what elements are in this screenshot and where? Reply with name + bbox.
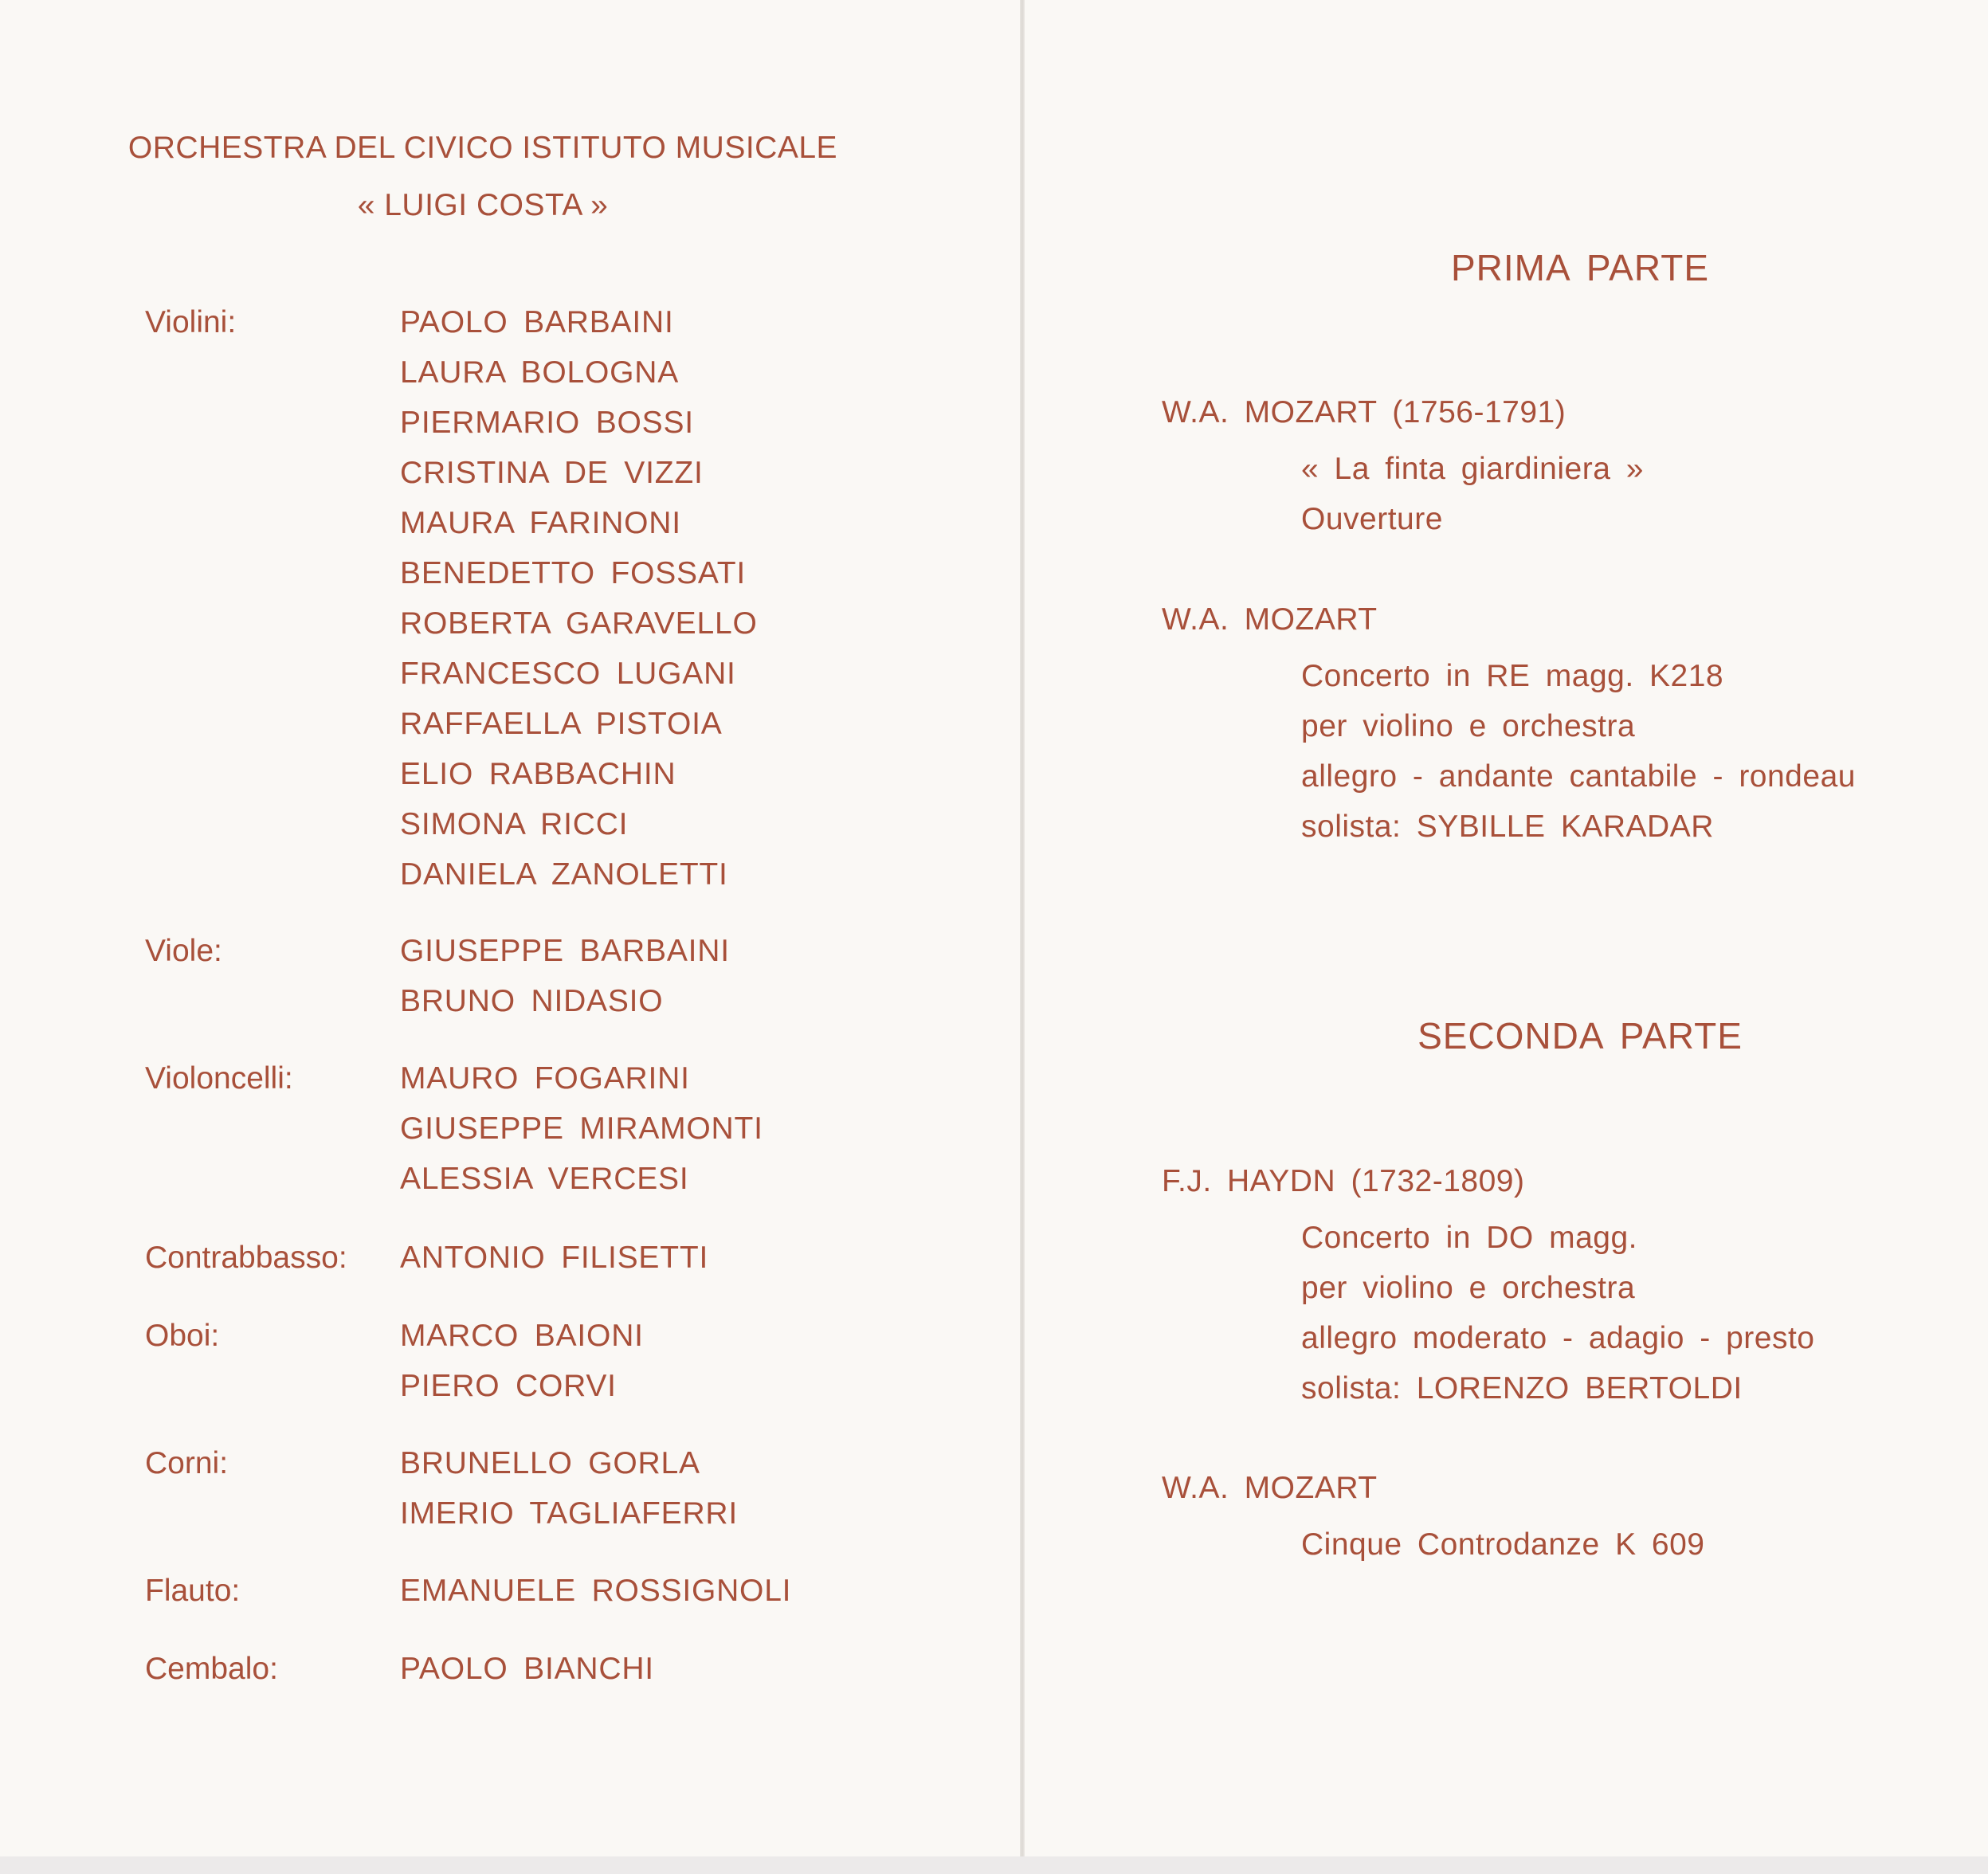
composer: W.A. MOZART (1756-1791) [1162, 395, 1566, 429]
piece-mozart-finta-giardiniera [1162, 387, 1959, 544]
piece-line: Cinque Controdanze K 609 [1301, 1527, 1705, 1562]
scan-bottom-edge [0, 1856, 1988, 1874]
member-name: GIUSEPPE BARBAINI [400, 934, 730, 968]
orchestra-name: ORCHESTRA DEL CIVICO ISTITUTO MUSICALE [127, 131, 838, 165]
member-name: DANIELA ZANOLETTI [400, 857, 728, 892]
member-list [400, 926, 730, 1026]
piece-line: Concerto in RE magg. K218 [1301, 659, 1724, 693]
member-name: EMANUELE ROSSIGNOLI [400, 1574, 792, 1608]
composer: W.A. MOZART [1162, 602, 1378, 637]
piece-line: per violino e orchestra [1301, 709, 1636, 743]
member-name: ROBERTA GARAVELLO [400, 606, 758, 641]
section-label: Violoncelli: [145, 1061, 293, 1096]
piece-mozart-concerto-k218 [1162, 594, 1959, 852]
member-list [400, 1311, 644, 1411]
piece-mozart-controdanze [1162, 1463, 1959, 1570]
piece-line: solista: SYBILLE KARADAR [1301, 810, 1714, 844]
member-name: ALESSIA VERCESI [400, 1162, 689, 1196]
piece-line: Ouverture [1301, 502, 1443, 536]
member-name: MAURO FOGARINI [400, 1061, 690, 1096]
composer: W.A. MOZART [1162, 1471, 1378, 1505]
member-list [400, 1053, 763, 1204]
member-name: ELIO RABBACHIN [400, 757, 676, 791]
orchestra-subtitle: « LUIGI COSTA » [357, 188, 609, 222]
member-name: IMERIO TAGLIAFERRI [400, 1496, 739, 1531]
member-list [400, 1644, 654, 1694]
member-name: GIUSEPPE MIRAMONTI [400, 1111, 763, 1146]
member-name: LAURA BOLOGNA [400, 355, 680, 390]
piece-line: allegro - andante cantabile - rondeau [1301, 759, 1856, 794]
member-name: SIMONA RICCI [400, 807, 629, 841]
section-label: Viole: [145, 934, 222, 968]
composer: F.J. HAYDN (1732-1809) [1162, 1164, 1525, 1198]
member-name: CRISTINA DE VIZZI [400, 456, 704, 490]
member-name: BRUNELLO GORLA [400, 1446, 700, 1480]
member-list [400, 1566, 791, 1616]
member-name: PIERMARIO BOSSI [400, 406, 694, 440]
piece-line: « La finta giardiniera » [1301, 452, 1644, 486]
piece-line: allegro moderato - adagio - presto [1301, 1321, 1815, 1355]
section-label: Corni: [145, 1446, 229, 1480]
member-name: PIERO CORVI [400, 1369, 617, 1403]
section-label: Oboi: [145, 1319, 220, 1353]
section-label: Contrabbasso: [145, 1241, 347, 1275]
seconda-parte-heading: SECONDA PARTE [1417, 1015, 1743, 1057]
piece-details [1162, 1519, 1959, 1570]
member-name: PAOLO BARBAINI [400, 305, 674, 339]
piece-details [1162, 444, 1959, 544]
member-name: MARCO BAIONI [400, 1319, 644, 1353]
member-name: BENEDETTO FOSSATI [400, 556, 747, 590]
member-list [400, 1438, 738, 1539]
section-label: Violini: [145, 305, 237, 339]
member-name: FRANCESCO LUGANI [400, 657, 736, 691]
piece-haydn-concerto [1162, 1156, 1959, 1413]
piece-details [1162, 1213, 1959, 1413]
member-name: MAURA FARINONI [400, 506, 681, 540]
member-name: PAOLO BIANCHI [400, 1652, 654, 1686]
member-name: ANTONIO FILISETTI [400, 1241, 709, 1275]
piece-line: per violino e orchestra [1301, 1271, 1636, 1305]
member-list [400, 1233, 708, 1283]
piece-line: Concerto in DO magg. [1301, 1221, 1638, 1255]
section-label: Cembalo: [145, 1652, 278, 1686]
piece-details [1162, 651, 1959, 852]
member-name: BRUNO NIDASIO [400, 984, 664, 1018]
member-name: RAFFAELLA PISTOIA [400, 707, 723, 741]
piece-line: solista: LORENZO BERTOLDI [1301, 1371, 1743, 1406]
section-label: Flauto: [145, 1574, 241, 1608]
member-list [400, 297, 758, 900]
program-page [1022, 0, 1988, 1856]
orchestra-title [100, 120, 865, 234]
prima-parte-heading: PRIMA PARTE [1450, 247, 1710, 288]
